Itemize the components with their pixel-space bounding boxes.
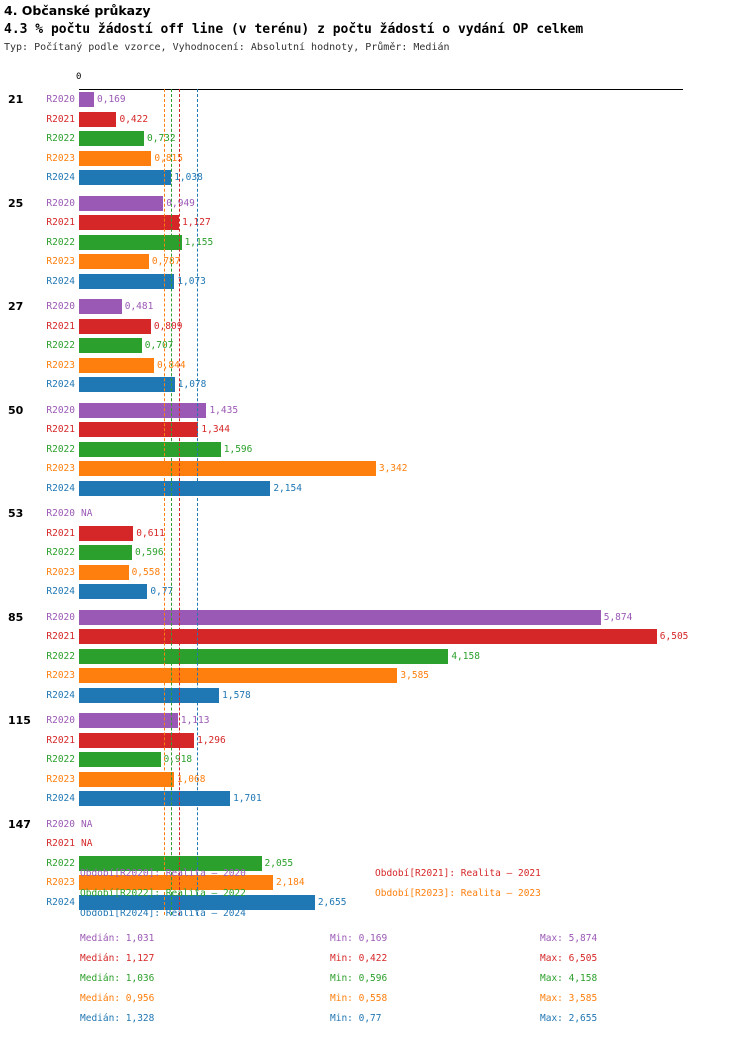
bar[interactable] — [79, 610, 601, 625]
legend-item-r2024[interactable]: Období[R2024]: Realita – 2024 — [80, 908, 246, 919]
group-label: 85 — [8, 610, 24, 624]
row-label-r2021: R2021 — [46, 217, 75, 229]
bar-value: 1,078 — [177, 379, 207, 391]
bar-value: 1,344 — [201, 424, 230, 436]
bar-value: 3,342 — [378, 463, 408, 475]
bar-value-na: NA — [81, 838, 93, 850]
bar[interactable] — [79, 733, 194, 748]
row-label-r2023: R2023 — [46, 152, 75, 164]
stat-min-r2022: Min: 0,596 — [330, 973, 388, 984]
median-line-r2021 — [179, 89, 180, 915]
row-label-r2020: R2020 — [46, 611, 75, 623]
bar[interactable] — [79, 358, 154, 373]
row-label-r2020: R2020 — [46, 715, 75, 726]
bar-value-na: NA — [81, 818, 93, 830]
bar-value: 0,422 — [119, 113, 149, 125]
bar[interactable] — [79, 565, 129, 580]
row-label-r2023: R2023 — [46, 670, 75, 682]
legend-item-r2021[interactable]: Období[R2021]: Realita – 2021 — [375, 868, 541, 879]
bar-value: 2,184 — [275, 877, 305, 889]
row-label-r2021: R2021 — [46, 424, 75, 436]
bar[interactable] — [79, 688, 219, 703]
row-label-r2024: R2024 — [46, 586, 75, 598]
row-label-r2023: R2023 — [46, 359, 75, 371]
row-label-r2022: R2022 — [46, 236, 75, 248]
bar-value: 0,558 — [131, 566, 161, 578]
bar-value: 1,435 — [209, 404, 239, 416]
bar[interactable] — [79, 629, 657, 644]
row-label-r2024: R2024 — [46, 379, 75, 391]
median-line-r2024 — [197, 89, 198, 915]
bar-value: 1,113 — [180, 715, 210, 726]
stat-max-r2021: Max: 6,505 — [540, 953, 598, 964]
stat-median-r2021: Medián: 1,127 — [80, 953, 155, 964]
bar-value: 0,596 — [134, 547, 164, 559]
bar-value: 1,073 — [177, 275, 206, 287]
bar[interactable] — [79, 92, 94, 107]
bar-value: 0,732 — [147, 133, 176, 145]
row-label-r2021: R2021 — [46, 527, 75, 539]
stat-max-r2023: Max: 3,585 — [540, 993, 598, 1004]
row-label-r2024: R2024 — [46, 793, 75, 805]
bar-value: 1,038 — [174, 172, 203, 184]
bar[interactable] — [79, 338, 142, 353]
legend-item-r2023[interactable]: Období[R2023]: Realita – 2023 — [375, 888, 541, 899]
bar-value: 2,655 — [317, 896, 347, 908]
bar-value: 0,787 — [151, 256, 181, 268]
median-line-r2022 — [171, 89, 172, 915]
row-label-r2020: R2020 — [46, 197, 75, 209]
row-label-r2024: R2024 — [46, 172, 75, 184]
stat-max-r2024: Max: 2,655 — [540, 1013, 598, 1024]
bar-value: 1,296 — [197, 734, 226, 746]
row-label-r2022: R2022 — [46, 857, 75, 869]
bar-value: 0,844 — [156, 359, 186, 371]
legend-item-r2022[interactable]: Období[R2022]: Realita – 2022 — [80, 888, 246, 899]
bar-value: 5,874 — [603, 611, 633, 623]
row-label-r2021: R2021 — [46, 631, 75, 643]
bar-value: 0,815 — [154, 152, 183, 164]
row-label-r2022: R2022 — [46, 443, 75, 455]
stat-median-r2022: Medián: 1,036 — [80, 973, 155, 984]
bar[interactable] — [79, 299, 122, 314]
bar[interactable] — [79, 752, 161, 767]
bar[interactable] — [79, 274, 174, 289]
bar[interactable] — [79, 791, 230, 806]
bar[interactable] — [79, 170, 171, 185]
bar-value: 1,596 — [223, 443, 253, 455]
row-label-r2024: R2024 — [46, 689, 75, 701]
bar[interactable] — [79, 481, 270, 496]
group-label: 25 — [8, 196, 24, 210]
group-label: 147 — [8, 817, 31, 831]
row-label-r2024: R2024 — [46, 896, 75, 908]
row-label-r2023: R2023 — [46, 877, 75, 889]
bar[interactable] — [79, 461, 376, 476]
bar[interactable] — [79, 112, 116, 127]
bar-value: 3,585 — [400, 670, 430, 682]
stat-max-r2020: Max: 5,874 — [540, 933, 598, 944]
bar[interactable] — [79, 196, 163, 211]
row-label-r2023: R2023 — [46, 256, 75, 268]
row-label-r2024: R2024 — [46, 482, 75, 494]
median-line-r2023 — [164, 89, 165, 915]
row-label-r2020: R2020 — [46, 818, 75, 830]
row-label-r2022: R2022 — [46, 754, 75, 766]
stat-median-r2023: Medián: 0,956 — [80, 993, 155, 1004]
row-label-r2022: R2022 — [46, 133, 75, 145]
bar[interactable] — [79, 668, 397, 683]
bar[interactable] — [79, 442, 221, 457]
bar-value: 0,918 — [163, 754, 193, 766]
row-label-r2021: R2021 — [46, 113, 75, 125]
row-label-r2021: R2021 — [46, 838, 75, 850]
bar-value: 0,169 — [97, 94, 126, 105]
stat-median-r2024: Medián: 1,328 — [80, 1013, 155, 1024]
bar[interactable] — [79, 235, 182, 250]
page-title: 4. Občanské průkazy — [4, 3, 151, 18]
bar-value: 2,055 — [264, 857, 294, 869]
bar[interactable] — [79, 377, 175, 392]
bar-value: 1,578 — [222, 689, 251, 701]
bar-value: 0,707 — [144, 340, 174, 352]
stat-min-r2021: Min: 0,422 — [330, 953, 388, 964]
bar-value: 0,809 — [153, 320, 183, 332]
stat-median-r2020: Medián: 1,031 — [80, 933, 155, 944]
bar-value: 1,701 — [233, 793, 262, 805]
bar-value: 0,481 — [124, 301, 154, 312]
stat-min-r2023: Min: 0,558 — [330, 993, 388, 1004]
bar-value: 1,127 — [182, 217, 211, 229]
stat-min-r2020: Min: 0,169 — [330, 933, 388, 944]
row-label-r2023: R2023 — [46, 566, 75, 578]
bar-value: 1,068 — [176, 773, 206, 785]
bar[interactable] — [79, 403, 206, 418]
bar-value: 0,77 — [150, 586, 174, 598]
row-label-r2023: R2023 — [46, 773, 75, 785]
row-label-r2021: R2021 — [46, 734, 75, 746]
bar[interactable] — [79, 319, 151, 334]
bar[interactable] — [79, 131, 144, 146]
row-label-r2020: R2020 — [46, 94, 75, 105]
bar[interactable] — [79, 649, 448, 664]
row-label-r2022: R2022 — [46, 340, 75, 352]
group-label: 27 — [8, 300, 24, 313]
bar-value: 0,949 — [166, 197, 195, 209]
legend-item-r2020[interactable]: Období[R2020]: Realita – 2020 — [80, 868, 246, 879]
group-label: 50 — [8, 403, 24, 417]
stat-max-r2022: Max: 4,158 — [540, 973, 598, 984]
bar[interactable] — [79, 151, 151, 166]
bar[interactable] — [79, 254, 149, 269]
group-label: 115 — [8, 714, 31, 727]
bar-value: 2,154 — [273, 482, 302, 494]
bar[interactable] — [79, 545, 132, 560]
bar[interactable] — [79, 772, 174, 787]
bar[interactable] — [79, 422, 198, 437]
bar-value: 0,611 — [136, 527, 165, 539]
stat-min-r2024: Min: 0,77 — [330, 1013, 382, 1024]
chart-subtitle: Typ: Počítaný podle vzorce, Vyhodnocení: Absolutní hodnoty, Průměr: Medián — [4, 42, 450, 53]
row-label-r2020: R2020 — [46, 301, 75, 312]
bar-value: 6,505 — [659, 631, 689, 643]
row-label-r2021: R2021 — [46, 320, 75, 332]
group-label: 53 — [8, 507, 24, 520]
row-label-r2023: R2023 — [46, 463, 75, 475]
row-label-r2022: R2022 — [46, 650, 75, 662]
chart-legend-area — [0, 868, 750, 1040]
row-label-r2020: R2020 — [46, 508, 75, 519]
bar[interactable] — [79, 526, 133, 541]
bar[interactable] — [79, 584, 147, 599]
bar-value: 4,158 — [451, 650, 480, 662]
axis-origin-label: 0 — [76, 72, 82, 82]
bar-value: 1,155 — [184, 236, 214, 248]
chart-plot-area — [0, 72, 750, 921]
chart-title: 4.3 % počtu žádostí off line (v terénu) z počtu žádostí o vydání OP celkem — [4, 22, 584, 37]
row-label-r2022: R2022 — [46, 547, 75, 559]
group-label: 21 — [8, 93, 24, 106]
row-label-r2024: R2024 — [46, 275, 75, 287]
bar-value-na: NA — [81, 508, 93, 519]
row-label-r2020: R2020 — [46, 404, 75, 416]
